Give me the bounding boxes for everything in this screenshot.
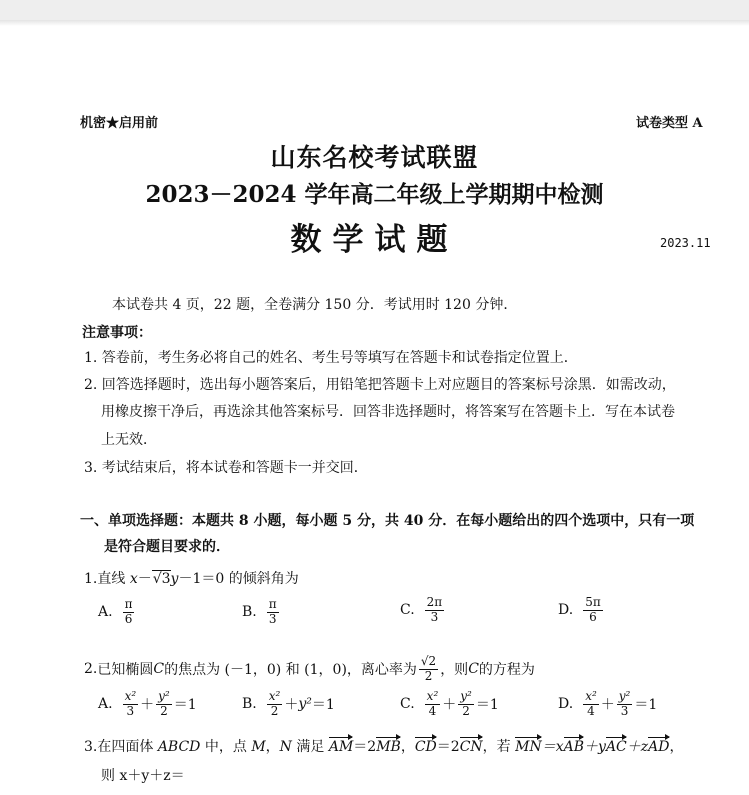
math-text: －1＝0 <box>178 571 225 587</box>
fraction <box>617 690 633 719</box>
fraction <box>458 690 474 719</box>
title-organization: 山东名校考试联盟 <box>270 143 479 172</box>
fraction <box>583 596 603 625</box>
math-op: ＋z <box>626 739 649 755</box>
math-op: ＝2 <box>353 739 377 755</box>
title-exam: 2023－2024 学年高二年级上学期期中检测 <box>145 181 604 208</box>
math-text: ＝1 <box>634 697 658 714</box>
text: 的焦点为 (－1，0) 和 (1，0)，离心率为 <box>164 662 417 679</box>
numerator: y² <box>158 689 170 703</box>
math-var: y <box>170 571 179 587</box>
vector-am: AM <box>328 739 354 755</box>
denominator: 3 <box>620 703 629 718</box>
option-label: A. <box>98 696 113 713</box>
question-number: 1. <box>84 571 98 587</box>
math-term: y² <box>298 696 312 713</box>
denominator: 2 <box>424 668 433 683</box>
text: 直线 <box>97 571 130 587</box>
math-var: M <box>251 739 266 755</box>
option-label: C. <box>400 696 415 713</box>
denominator: 3 <box>268 611 277 626</box>
math-op: － <box>137 571 152 587</box>
confidential-label: 机密★启用前 <box>80 116 159 131</box>
math-op: ＋ <box>284 697 299 714</box>
eccentricity-fraction <box>419 655 438 684</box>
page-top-shadow <box>0 20 749 26</box>
q1-option-b[interactable] <box>242 598 281 627</box>
question-2-stem <box>84 655 535 684</box>
fraction <box>267 598 279 627</box>
option-label: B. <box>242 604 257 621</box>
question-3-stem <box>84 736 684 756</box>
vector-ac: AC <box>605 739 627 755</box>
option-label: C. <box>400 602 415 619</box>
math-var: ABCD <box>157 739 201 755</box>
q2-option-b[interactable] <box>242 690 335 719</box>
text: ， <box>669 739 684 755</box>
text: ，则 <box>440 662 469 679</box>
numerator: √2 <box>420 654 437 668</box>
option-label: A. <box>98 604 113 621</box>
numerator: x² <box>585 689 597 703</box>
math-op: ＋ <box>600 697 615 714</box>
math-var: C <box>468 661 479 678</box>
text: ， <box>265 739 280 755</box>
vector-ad: AD <box>648 739 670 755</box>
note-1: 1. 答卷前，考生务必将自己的姓名、考生号等填写在答题卡和试卷指定位置上． <box>84 350 578 366</box>
numerator: y² <box>460 689 472 703</box>
numerator: 5π <box>585 595 601 609</box>
denominator: 2 <box>160 703 168 718</box>
question-1-stem <box>84 568 299 588</box>
intro-text: 本试卷共 4 页，22 题，全卷满分 150 分．考试用时 120 分钟． <box>112 297 518 313</box>
fraction <box>123 690 139 719</box>
fraction <box>267 690 283 719</box>
option-label: D. <box>558 696 574 713</box>
math-sqrt: √3 <box>152 571 171 587</box>
section-1-heading: 一、单项选择题：本题共 8 小题，每小题 5 分，共 40 分．在每小题给出的四个选项中，只有一项 <box>80 513 695 529</box>
math-var: C <box>153 661 165 678</box>
denominator: 3 <box>126 703 135 718</box>
text: ，若 <box>482 739 516 755</box>
q2-option-a[interactable] <box>98 690 197 719</box>
vector-ab: AB <box>563 739 585 755</box>
denominator: 3 <box>430 609 439 624</box>
text: 满足 <box>291 739 329 755</box>
option-label: D. <box>558 602 574 619</box>
numerator: π <box>124 597 133 611</box>
text: 中，点 <box>200 739 252 755</box>
note-2-line-3: 上无效． <box>101 432 157 448</box>
numerator: y² <box>618 689 631 703</box>
denominator: 4 <box>428 703 437 718</box>
math-op: ＝2 <box>436 739 460 755</box>
vector-cd: CD <box>414 739 437 755</box>
denominator: 2 <box>462 703 470 718</box>
math-var: N <box>279 739 292 755</box>
note-3: 3. 考试结束后，将本试卷和答题卡一并交回． <box>84 460 368 476</box>
viewer-top-bar <box>0 0 749 21</box>
question-number: 2. <box>84 661 98 678</box>
denominator: 2 <box>270 703 279 718</box>
fraction <box>425 596 445 625</box>
numerator: x² <box>124 689 137 703</box>
q1-option-c[interactable] <box>400 596 446 625</box>
notes-title: 注意事项： <box>82 325 152 341</box>
fraction <box>583 690 599 719</box>
numerator: 2π <box>426 595 443 609</box>
fraction <box>123 598 135 627</box>
paper-type-label: 试卷类型 A <box>636 116 703 131</box>
text: 的倾斜角为 <box>224 571 299 587</box>
denominator: 6 <box>124 611 133 626</box>
math-text: ＝1 <box>173 697 197 714</box>
numerator: x² <box>268 689 281 703</box>
math-op: ＋ <box>442 697 457 714</box>
fraction <box>425 690 441 719</box>
q1-option-a[interactable] <box>98 598 136 627</box>
section-1-heading-line-2: 是符合题目要求的． <box>104 539 230 555</box>
math-var: x <box>129 571 138 587</box>
math-text: ＝1 <box>475 697 499 714</box>
text: ， <box>400 739 415 755</box>
denominator: 4 <box>587 703 595 718</box>
q1-option-d[interactable] <box>558 596 605 625</box>
note-2-line-1: 2. 回答选择题时，选出每小题答案后，用铅笔把答题卡上对应题目的答案标号涂黑．如需改动， <box>84 377 676 393</box>
text: 的方程为 <box>478 662 535 679</box>
question-3-line-2: 则 x＋y＋z＝ <box>101 768 185 784</box>
vector-mn: MN <box>515 739 542 755</box>
fraction <box>156 690 172 719</box>
vector-cn: CN <box>459 739 483 755</box>
math-op: ＋ <box>140 697 155 714</box>
exam-date: 2023.11 <box>660 236 711 250</box>
numerator: π <box>268 597 277 611</box>
q2-option-c[interactable] <box>400 690 499 719</box>
question-number: 3. <box>84 739 98 755</box>
title-subject: 数学试题 <box>290 222 459 258</box>
math-op: ＝x <box>541 739 564 755</box>
math-op: ＋y <box>584 739 606 755</box>
text: 在四面体 <box>97 739 158 755</box>
numerator: x² <box>426 689 439 703</box>
q2-option-d[interactable] <box>558 690 657 719</box>
vector-mb: MB <box>376 739 401 755</box>
denominator: 6 <box>589 609 597 624</box>
option-label: B. <box>242 696 257 713</box>
math-text: ＝1 <box>311 697 335 714</box>
note-2-line-2: 用橡皮擦干净后，再选涂其他答案标号．回答非选择题时，将答案写在答题卡上．写在本试卷 <box>101 404 675 420</box>
text: 已知椭圆 <box>97 662 154 679</box>
